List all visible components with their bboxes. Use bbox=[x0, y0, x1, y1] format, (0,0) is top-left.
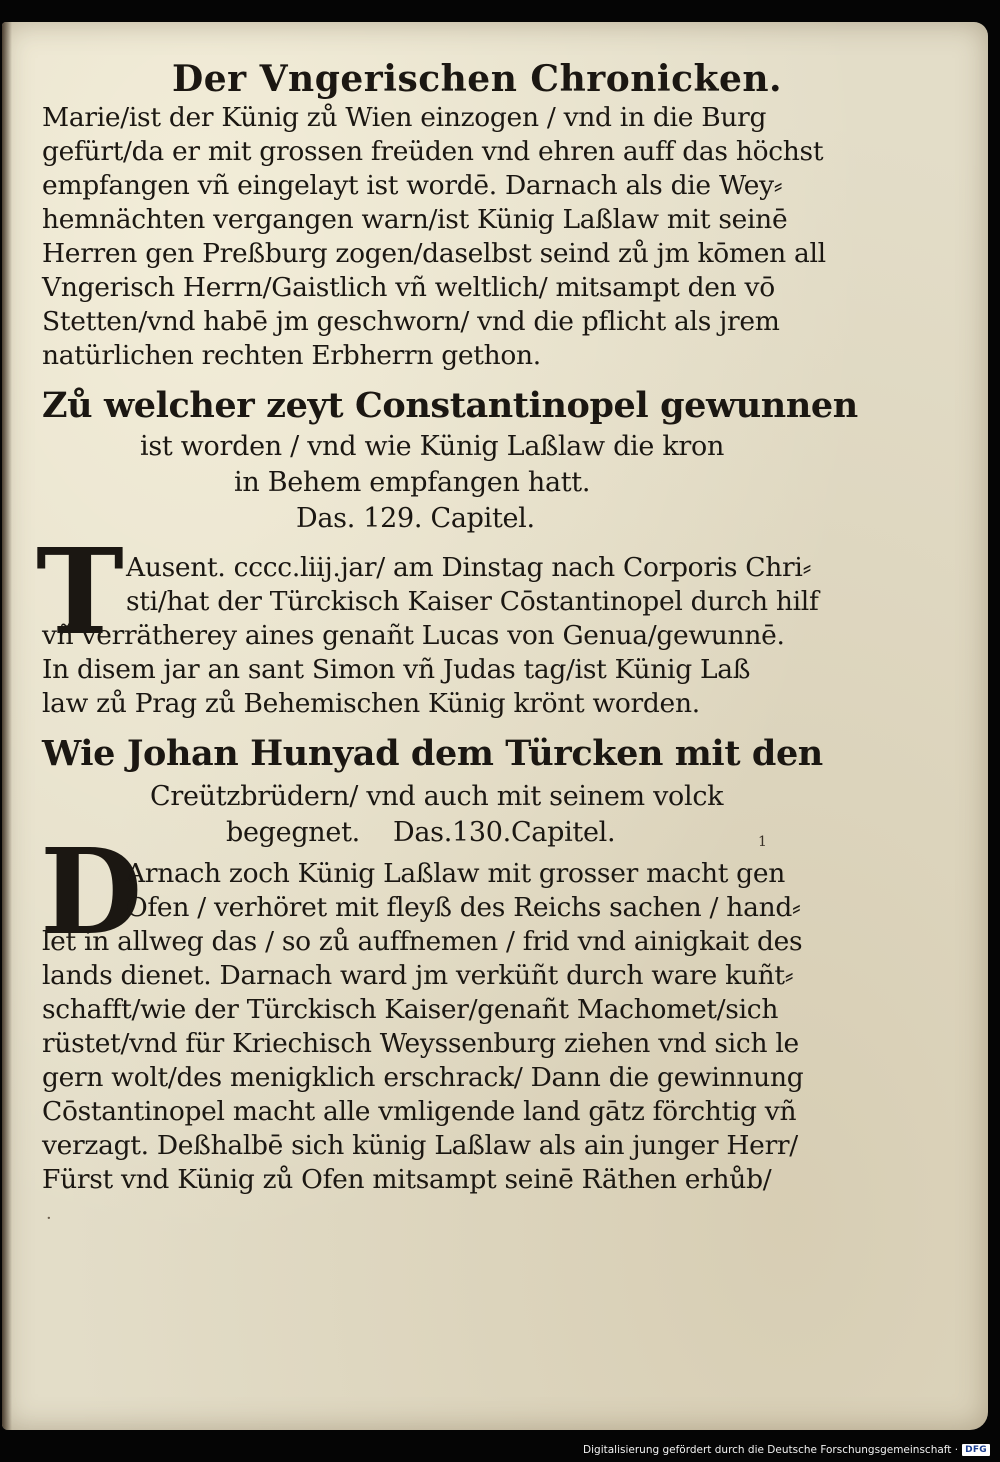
chapter-129-heading-line: in Behem empfangen hatt. bbox=[234, 467, 591, 498]
chapter-129-heading: Zů welcher zeyt Constantinopel gewunnen bbox=[42, 385, 858, 426]
text-line: Ausent. cccc.liij.jar/ am Dinstag nach Corporis Chri⸗ bbox=[126, 552, 812, 583]
text-line: gern wolt/des menigklich erschrack/ Dann die gewinnung bbox=[42, 1062, 804, 1093]
dfg-logo-icon: DFG bbox=[962, 1444, 990, 1456]
text-line: In disem jar an sant Simon vñ Judas tag/ist Künig Laß bbox=[42, 654, 751, 685]
text-line: Arnach zoch Künig Laßlaw mit grosser macht gen bbox=[126, 858, 786, 889]
text-line: gefürt/da er mit grossen freüden vnd ehren auff das höchst bbox=[42, 136, 824, 167]
text-line: Cōstantinopel macht alle vmligende land gātz förchtig vñ bbox=[42, 1096, 797, 1127]
book-page bbox=[2, 22, 988, 1430]
text-line: vñ verrätherey aines genañt Lucas von Genua/gewunnē. bbox=[42, 620, 785, 651]
text-line: empfangen vñ eingelayt ist wordē. Darnach als die Wey⸗ bbox=[42, 170, 783, 201]
chapter-130-heading-line: Creützbrüdern/ vnd auch mit seinem volck bbox=[150, 781, 724, 812]
text-line: lands dienet. Darnach ward jm verküñt durch ware kuñt⸗ bbox=[42, 960, 794, 991]
text-line: law zů Prag zů Behemischen Künig krönt worden. bbox=[42, 688, 700, 719]
drop-cap-initial: T bbox=[36, 522, 124, 661]
text-line: sti/hat der Türckisch Kaiser Cōstantinopel durch hilf bbox=[126, 586, 819, 617]
chapter-129-number: Das. 129. Capitel. bbox=[296, 503, 535, 534]
text-line: rüstet/vnd für Kriechisch Weyssenburg ziehen vnd sich le bbox=[42, 1028, 799, 1059]
text-line: Fürst vnd Künig zů Ofen mitsampt seinē Räthen erhůb/ bbox=[42, 1164, 772, 1195]
drop-cap-initial: D bbox=[40, 822, 143, 961]
chapter-130-heading: Wie Johan Hunyad dem Türcken mit den bbox=[42, 733, 823, 774]
text-line: natürlichen rechten Erbherrn gethon. bbox=[42, 340, 541, 371]
text-line: Herren gen Preßburg zogen/daselbst seind zů jm kōmen all bbox=[42, 238, 826, 269]
text-line: verzagt. Deßhalbē sich künig Laßlaw als ain junger Herr/ bbox=[42, 1130, 798, 1161]
text-line: hemnächten vergangen warn/ist Künig Laßlaw mit seinē bbox=[42, 204, 788, 235]
margin-mark: 1 bbox=[758, 834, 767, 850]
running-head: Der Vngerischen Chronicken. bbox=[172, 58, 783, 100]
text-line: Stetten/vnd habē jm geschworn/ vnd die pflicht als jrem bbox=[42, 306, 780, 337]
chapter-129-heading-line: ist worden / vnd wie Künig Laßlaw die kron bbox=[140, 431, 725, 462]
footer-text: Digitalisierung gefördert durch die Deutsche Forschungsgemeinschaft · bbox=[583, 1444, 959, 1456]
text-line: schafft/wie der Türckisch Kaiser/genañt Machomet/sich bbox=[42, 994, 779, 1025]
page-gutter-shadow bbox=[2, 22, 12, 1430]
digitization-footer bbox=[583, 1444, 990, 1456]
text-line: Vngerisch Herrn/Gaistlich vñ weltlich/ mitsampt den vō bbox=[42, 272, 775, 303]
chapter-130-number: begegnet. Das.130.Capitel. bbox=[226, 817, 616, 848]
text-line: let in allweg das / so zů auffnemen / frid vnd ainigkait des bbox=[42, 926, 803, 957]
text-line: Marie/ist der Künig zů Wien einzogen / vnd in die Burg bbox=[42, 102, 767, 133]
ink-smudge: · bbox=[46, 1208, 52, 1229]
text-line: Ofen / verhöret mit fleyß des Reichs sachen / hand⸗ bbox=[126, 892, 801, 923]
